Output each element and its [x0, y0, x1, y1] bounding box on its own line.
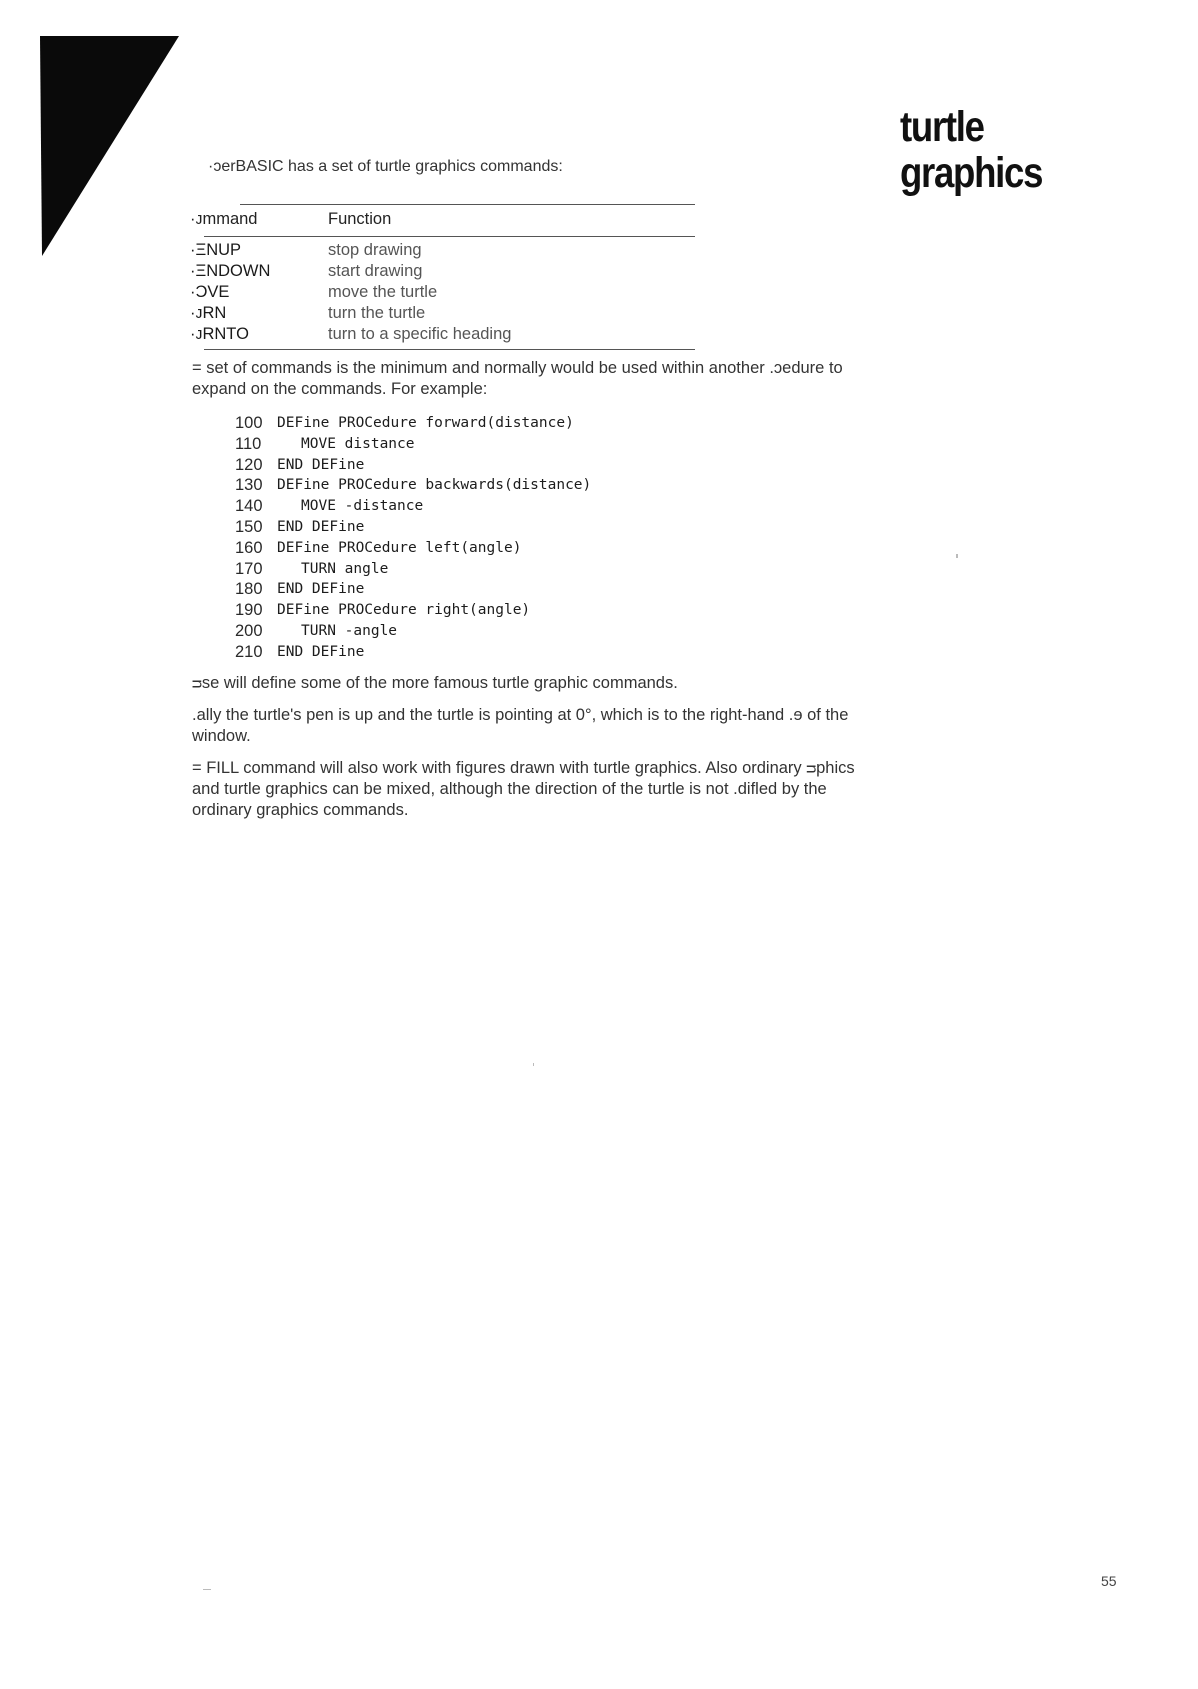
- command-cell: ·ᴊRN: [190, 304, 227, 322]
- code-line-number: 180: [235, 580, 263, 599]
- command-cell: ·ᴊRNTO: [190, 325, 249, 343]
- code-line-number: 210: [235, 642, 263, 661]
- code-text: TURN -angle: [301, 622, 398, 639]
- code-line: [235, 413, 591, 434]
- paragraph-initial-state: .ally the turtle's pen is up and the turtle is pointing at 0°, which is to the right-hand .ɘ of the window.: [192, 706, 849, 745]
- code-line-number: 200: [235, 621, 263, 640]
- code-line: [235, 475, 591, 496]
- code-text: END DEFine: [277, 518, 365, 535]
- section-title: [900, 104, 1042, 196]
- paragraph-minimum-set: = set of commands is the minimum and normally would be used within another .ɔedure to expand on the commands. For example:: [192, 359, 843, 398]
- paragraph-fill-command: = FILL command will also work with figures drawn with turtle graphics. Also ordinary ᴝphics and turtle graphics can be mixed, although the direction of the turtle is not .difled by the ordinary graphics commands.: [192, 759, 855, 819]
- header-command: ·ᴊmmand: [190, 210, 258, 228]
- function-cell: start drawing: [328, 262, 423, 280]
- table-row: [190, 240, 695, 261]
- code-line: [235, 538, 591, 559]
- function-cell: stop drawing: [328, 241, 422, 259]
- scan-speck: [203, 1589, 211, 1590]
- code-text: DEFine PROCedure forward(distance): [277, 415, 574, 431]
- command-cell: ·ƆVE: [190, 283, 230, 301]
- table-row: [190, 261, 695, 282]
- code-line: [235, 621, 591, 642]
- code-text: MOVE -distance: [301, 498, 424, 515]
- code-indent: [277, 559, 301, 580]
- table-row: [190, 303, 695, 324]
- code-line-number: 140: [235, 497, 263, 516]
- section-title-line2: graphics: [900, 149, 1043, 197]
- function-cell: move the turtle: [328, 283, 438, 301]
- code-line-number: 110: [235, 434, 262, 453]
- intro-text: ·ɔerBASIC has a set of turtle graphics commands:: [208, 158, 563, 175]
- code-text: END DEFine: [277, 456, 365, 473]
- code-line-number: 170: [235, 559, 263, 578]
- code-line-number: 160: [235, 538, 263, 557]
- page-number: 55: [1101, 1573, 1117, 1589]
- code-line: [235, 559, 591, 580]
- code-indent: [277, 496, 301, 517]
- code-text: DEFine PROCedure backwards(distance): [277, 477, 592, 494]
- table-header-rule: [204, 236, 695, 237]
- command-table: [190, 204, 695, 350]
- code-line: [235, 434, 591, 455]
- code-text: END DEFine: [277, 581, 365, 598]
- code-text: MOVE distance: [301, 435, 415, 452]
- table-body: [190, 240, 695, 345]
- code-line: [235, 600, 591, 621]
- scan-speck: [956, 554, 958, 558]
- code-text: DEFine PROCedure right(angle): [277, 602, 531, 619]
- function-cell: turn to a specific heading: [328, 325, 512, 343]
- code-text: DEFine PROCedure left(angle): [277, 539, 522, 556]
- corner-wedge-mark: [0, 0, 190, 270]
- code-line: [235, 642, 591, 663]
- section-title-line1: turtle: [900, 103, 984, 151]
- code-line-number: 190: [235, 601, 263, 620]
- code-line-number: 150: [235, 517, 263, 536]
- code-text: END DEFine: [277, 643, 365, 660]
- code-line-number: 130: [235, 476, 263, 495]
- code-line: [235, 579, 591, 600]
- code-indent: [277, 621, 301, 642]
- scan-speck: [533, 1063, 534, 1066]
- code-text: TURN angle: [301, 560, 389, 577]
- code-line: [235, 455, 591, 476]
- function-cell: turn the turtle: [328, 304, 426, 322]
- table-bottom-rule: [204, 349, 695, 350]
- table-row: [190, 282, 695, 303]
- command-cell: ·ΞNDOWN: [190, 262, 271, 280]
- code-line-number: 120: [235, 455, 263, 474]
- code-line-number: 100: [235, 414, 263, 432]
- table-top-rule: [240, 204, 695, 205]
- code-line: [235, 496, 591, 517]
- code-indent: [277, 434, 301, 455]
- paragraph-famous-commands: ᴝse will define some of the more famous turtle graphic commands.: [192, 674, 678, 692]
- command-cell: ·ΞNUP: [190, 241, 242, 259]
- code-listing: [235, 413, 591, 663]
- code-line: [235, 517, 591, 538]
- header-function: Function: [328, 210, 392, 228]
- table-row: [190, 324, 695, 345]
- table-header-row: [190, 210, 695, 232]
